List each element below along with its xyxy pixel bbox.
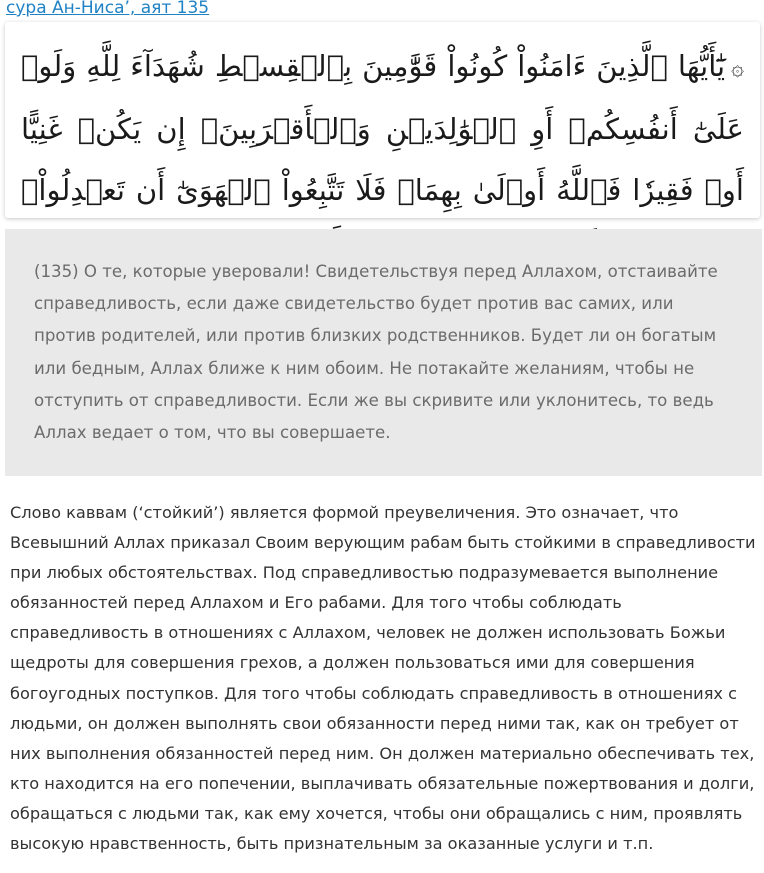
commentary-text: Слово каввам (‘стойкий’) является формой преувеличения. Это означает, что Всевышний Аллах приказал Своим верующим рабам быть стойкими в справедливости при любых обстоятельствах. Под справедливостью подразумевается выполнение обязанностей перед Аллахом и Его рабами. Для того чтобы соблюдать справедливость в отношениях с Аллахом, человек не должен использовать Божьи щедроты для совершения грехов, а должен пользоваться ими для совершения богоугодных поступков. Для того чтобы соблюдать справедливость в отношениях с людьми, он должен выполнять свои обязанности перед ними так, как он требует от них выполнения обязанностей перед ним. Он должен материально обеспечивать тех, кто находится на его попечении, выплачивать обязательные пожертвования и долги, обращаться с людьми так, как ему хочется, чтобы они обращались с ним, проявлять высокую нравственность, быть признательным за оказанные услуги и т.п.: [10, 503, 756, 854]
translation-box: [5, 229, 762, 476]
arabic-verse-text: يَٰٓأَيُّهَا ٱلَّذِينَ ءَامَنُواْ كُونُواْ قَوَّٰمِينَ بِٱلۡقِسۡطِ شُهَدَآءَ لِلَّهِ وَلَوۡ عَلَىٰٓ أَنفُسِكُمۡ أَوِ ٱلۡوَٰلِدَيۡنِ وَٱلۡأَقۡرَبِينَۚ إِن يَكُنۡ غَنِيًّا أَوۡ فَقِيرٗا فَٱللَّهُ أَوۡلَىٰ بِهِمَاۖ فَلَا تَتَّبِعُواْ ٱلۡهَوَىٰٓ أَن تَعۡدِلُواْۚ: [21, 49, 744, 207]
rub-el-hizb-icon: ۞: [731, 55, 744, 81]
arabic-verse-card: [5, 22, 760, 218]
surah-ayah-link[interactable]: сура Ан-Ниса’, аят 135: [6, 0, 210, 18]
translation-text: (135) О те, которые уверовали! Свидетельствуя перед Аллахом, отстаивайте справедливость, если даже свидетельство будет против вас самих, или против родителей, или против близких родственников. Будет ли он богатым или бедным, Аллах ближе к ним обоим. Не потакайте желаниям, чтобы не отступить от справедливости. Если же вы скривите или уклонитесь, то ведь Аллах ведает о том, что вы совершаете.: [34, 262, 718, 443]
